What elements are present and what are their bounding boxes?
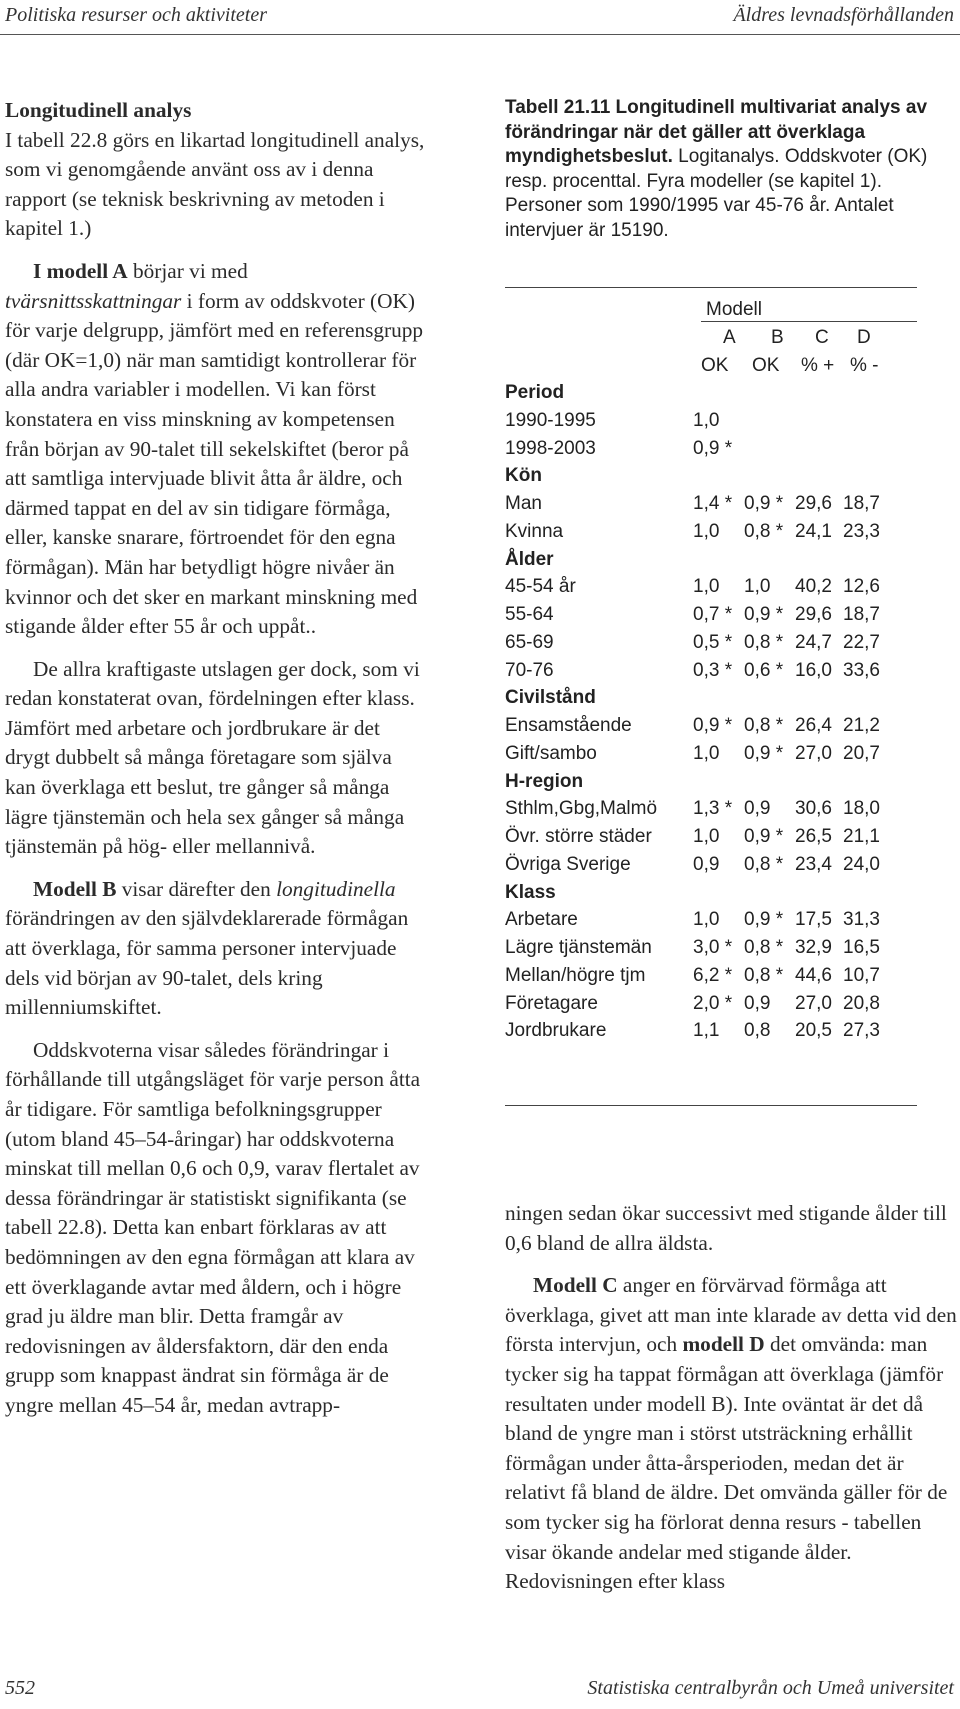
row-label: 1990-1995	[505, 409, 596, 431]
publisher-name: Statistiska centralbyrån och Umeå universitet	[587, 1677, 954, 1699]
table-group-row	[505, 687, 917, 717]
term-tvarsnitt: tvärsnittsskattningar	[5, 288, 182, 313]
row-label: Jordbrukare	[505, 1020, 607, 1042]
table-cell: 1,0	[693, 409, 720, 431]
table-cell: 0,3 *	[693, 659, 733, 681]
table-row	[505, 660, 917, 690]
right-column-text	[505, 1199, 960, 1597]
column-header-c: C	[815, 327, 829, 348]
table-cell: 0,9	[744, 798, 771, 820]
left-column	[5, 96, 425, 1421]
table-cell: 24,0	[843, 853, 880, 875]
table-cell: 26,4	[795, 715, 832, 736]
table-cell: 1,0	[693, 520, 720, 542]
header-divider	[0, 34, 960, 35]
table-caption-block	[505, 96, 960, 244]
table-cell: 0,8 *	[744, 715, 784, 736]
table-cell: 27,3	[843, 1020, 880, 1042]
table-cell: 2,0 *	[693, 992, 733, 1014]
table-cell: 24,1	[795, 520, 832, 542]
table-row	[505, 854, 917, 884]
table-cell: 0,8 *	[744, 631, 784, 653]
table-cell: 0,8 *	[744, 937, 784, 958]
row-label: Övr. större städer	[505, 826, 652, 847]
row-label: Arbetare	[505, 909, 578, 931]
table-cell: 21,1	[843, 826, 880, 847]
row-label: 65-69	[505, 631, 554, 653]
paragraph-continuation: ningen sedan ökar successivt med stigande ålder till 0,6 bland de allra äldsta.	[505, 1201, 947, 1255]
table-cell: 0,6 *	[744, 659, 784, 681]
row-label: Lägre tjänstemän	[505, 937, 652, 958]
table-cell: 30,6	[795, 798, 832, 820]
table-cell: 21,2	[843, 715, 880, 736]
table-cell: 0,8 *	[744, 520, 784, 542]
modell-d-label: modell D	[682, 1332, 765, 1357]
table-cell: 1,0	[744, 576, 771, 598]
table-cell: 33,6	[843, 659, 880, 681]
column-subheader: OK	[752, 355, 780, 376]
row-label: Man	[505, 493, 542, 514]
header-section-title: Politiska resurser och aktiviteter	[5, 4, 267, 26]
table-cell: 18,7	[843, 604, 880, 625]
table-bottom-rule	[505, 1105, 917, 1106]
table-cell: 27,0	[795, 992, 832, 1014]
table-cell: 0,9	[744, 992, 771, 1014]
table-title: Tabell 21.11 Longitudinell multivariat analys av förändringar när det gäller att överklaga myndighetsbeslut.	[505, 97, 928, 168]
paragraph-modell-b: Modell B visar därefter den longitudinella förändringen av den självdeklarerade förmågan att överklaga, för samma personer intervjuade dels vid början av 90-talet, dels kring millenniumskiftet.	[5, 876, 409, 1020]
column-header-a: A	[723, 327, 736, 348]
table-row	[505, 937, 917, 967]
table-cell: 29,6	[795, 493, 832, 514]
paragraph-modell-a: I modell A börjar vi med tvärsnittsskattningar i form av oddskvoter (OK) för varje delgrupp, jämfört med en referensgrupp (där OK=1,0) när man samtidigt kontrollerar för alla andra variabler i modellen. Vi kan först konstatera en viss minskning av kompetensen från början av 90-talet till sekelskiftet (beror på att samtliga intervjuade blivit åtta år äldre, och därmed tappat en del av sin tidigare förmåga, eller, kanske snarare, förtroendet för den egna förmågan). Män har betydligt högre nivåer än kvinnor och det sker en markant minskning med stigande ålder efter 55 år och uppåt..	[5, 258, 424, 639]
row-label: Ålder	[505, 548, 554, 570]
table-cell: 0,8	[744, 1020, 771, 1042]
table-cell: 18,0	[843, 798, 880, 820]
table-cell: 0,7 *	[693, 604, 733, 625]
table-caption: Tabell 21.11 Longitudinell multivariat analys av förändringar när det gäller att överklaga myndighetsbeslut. Logitanalys. Oddskvoter (OK) resp. procenttal. Fyra modeller (se kapitel 1). Personer som 1990/1995 var 45-76 år. Antalet intervjuer är 15190.	[505, 97, 928, 241]
table-cell: 20,5	[795, 1020, 832, 1042]
table-group-row	[505, 465, 917, 495]
table-cell: 6,2 *	[693, 964, 733, 986]
row-label: 70-76	[505, 659, 554, 681]
table-group-row	[505, 771, 917, 801]
table-row	[505, 493, 917, 523]
table-cell: 18,7	[843, 493, 880, 514]
table-cell: 24,7	[795, 631, 832, 653]
modell-header-rule	[701, 321, 917, 322]
table-cell: 0,9 *	[693, 437, 733, 459]
table-cell: 20,8	[843, 992, 880, 1014]
table-cell: 1,0	[693, 576, 720, 598]
table-row	[505, 632, 917, 662]
table-cell: 0,9 *	[693, 715, 733, 736]
paragraph-modell-c-d: Modell C anger en förvärvad förmåga att överklaga, givet att man inte klarade av detta vid den första intervjun, och modell D det omvända: man tycker sig ha tappat förmågan att överklaga (jämför resultaten under modell B). Inte oväntat är det då bland de yngre man i störst utsträckning erhållit förmågan under åtta-årsperioden, medan det är relativt få bland de äldre. Det omvända gäller för de som tycker sig ha förlorat denna resurs - tabellen visar ökande andelar med stigande ålder. Redovisningen efter klass	[505, 1273, 957, 1594]
row-label: Kvinna	[505, 520, 564, 542]
table-row	[505, 604, 917, 634]
row-label: H-region	[505, 770, 584, 792]
table-cell: 16,5	[843, 937, 880, 958]
row-label: Sthlm,Gbg,Malmö	[505, 798, 658, 820]
row-label: 1998-2003	[505, 437, 596, 459]
header-book-title: Äldres levnadsförhållanden	[733, 4, 954, 26]
table-cell: 3,0 *	[693, 937, 733, 958]
table-group-row	[505, 382, 917, 412]
table-cell: 0,9 *	[744, 742, 784, 764]
page-number: 552	[5, 1677, 35, 1699]
table-row	[505, 521, 917, 551]
table-cell: 44,6	[795, 964, 832, 986]
table-row	[505, 798, 917, 828]
table-cell: 0,9 *	[744, 826, 784, 847]
table-group-row	[505, 549, 917, 579]
table-cell: 0,9 *	[744, 909, 784, 931]
table-cell: 1,0	[693, 909, 720, 931]
term-longitudinella: longitudinella	[276, 876, 396, 901]
table-row	[505, 715, 917, 745]
table-cell: 0,8 *	[744, 964, 784, 986]
table-cell: 0,9	[693, 853, 720, 875]
table-cell: 0,9 *	[744, 604, 784, 625]
table-cell: 0,8 *	[744, 853, 784, 875]
table-row	[505, 743, 917, 773]
table-cell: 40,2	[795, 576, 832, 598]
column-header-b: B	[771, 327, 784, 348]
table-cell: 26,5	[795, 826, 832, 847]
row-label: 55-64	[505, 604, 554, 625]
table-cell: 23,3	[843, 520, 880, 542]
row-label: Ensamstående	[505, 715, 632, 736]
page-header	[0, 0, 960, 30]
row-label: Gift/sambo	[505, 742, 597, 764]
row-label: Mellan/högre tjm	[505, 964, 646, 986]
table-group-row	[505, 882, 917, 912]
modell-c-label: Modell C	[533, 1273, 618, 1298]
column-subheader: OK	[701, 355, 729, 376]
table-row	[505, 1020, 917, 1050]
intro-paragraph: I tabell 22.8 görs en likartad longitudinell analys, som vi genomgående använt oss av i denna rapport (se teknisk beskrivning av metoden i kapitel 1.)	[5, 127, 425, 241]
table-cell: 1,3 *	[693, 798, 733, 820]
table-cell: 1,0	[693, 826, 720, 847]
table-row	[505, 410, 917, 440]
row-label: 45-54 år	[505, 576, 576, 598]
modell-header: Modell	[706, 299, 762, 320]
row-label: Klass	[505, 881, 556, 903]
section-heading: Longitudinell analys	[5, 98, 192, 122]
table-cell: 23,4	[795, 853, 832, 875]
table-cell: 10,7	[843, 964, 880, 986]
table-cell: 20,7	[843, 742, 880, 764]
table-top-rule	[505, 287, 917, 288]
table-row	[505, 438, 917, 468]
table-cell: 1,4 *	[693, 493, 733, 514]
paragraph-oddskvoter: Oddskvoterna visar således förändringar i förhållande till utgångsläget för varje person åtta år tidigare. För samtliga befolkningsgrupper (utom bland 45–54-åringar) har oddskvoterna minskat till mellan 0,6 och 0,9, varav flertalet av dessa förändringar är statistiskt signifikanta (se tabell 22.8). Detta kan enbart förklaras av att bedömningen av den egna förmågan att klara av ett överklagande avtar med åldern, och i högre grad ju äldre man blir. Detta framgår av redovisningen av åldersfaktorn, där den enda grupp som knappast ändrat sin förmåga är de yngre mellan 45–54 år, medan avtrapp-	[5, 1037, 421, 1417]
row-label: Övriga Sverige	[505, 853, 631, 875]
table-cell: 1,1	[693, 1020, 720, 1042]
column-subheader: % -	[850, 355, 879, 376]
table-row	[505, 909, 917, 939]
column-header-d: D	[857, 327, 871, 348]
modell-b-label: Modell B	[33, 876, 117, 901]
row-label: Kön	[505, 465, 542, 487]
table-cell: 27,0	[795, 742, 832, 764]
table-cell: 1,0	[693, 742, 720, 764]
row-label: Företagare	[505, 992, 598, 1014]
page-footer	[0, 1677, 960, 1707]
table-cell: 17,5	[795, 909, 832, 931]
column-subheader: % +	[801, 355, 835, 376]
table-cell: 0,5 *	[693, 631, 733, 653]
table-cell: 29,6	[795, 604, 832, 625]
table-cell: 16,0	[795, 659, 832, 681]
modell-a-label: I modell A	[33, 258, 128, 283]
table-row	[505, 965, 917, 995]
table-cell: 32,9	[795, 937, 832, 958]
table-cell: 12,6	[843, 576, 880, 598]
table-cell: 0,9 *	[744, 493, 784, 514]
table-row	[505, 576, 917, 606]
row-label: Civilstånd	[505, 687, 596, 709]
table-row	[505, 826, 917, 856]
table-cell: 22,7	[843, 631, 880, 653]
table-cell: 31,3	[843, 909, 880, 931]
paragraph-klass: De allra kraftigaste utslagen ger dock, som vi redan konstaterat ovan, fördelningen efter klass. Jämfört med arbetare och jordbrukare är det drygt dubbelt så många företagare som själva kan överklaga ett beslut, tre gånger så många lägre tjänstemän och hela sex gånger så många tjänstemän på hög- eller mellannivå.	[5, 656, 420, 859]
table-row	[505, 993, 917, 1023]
row-label: Period	[505, 382, 565, 403]
